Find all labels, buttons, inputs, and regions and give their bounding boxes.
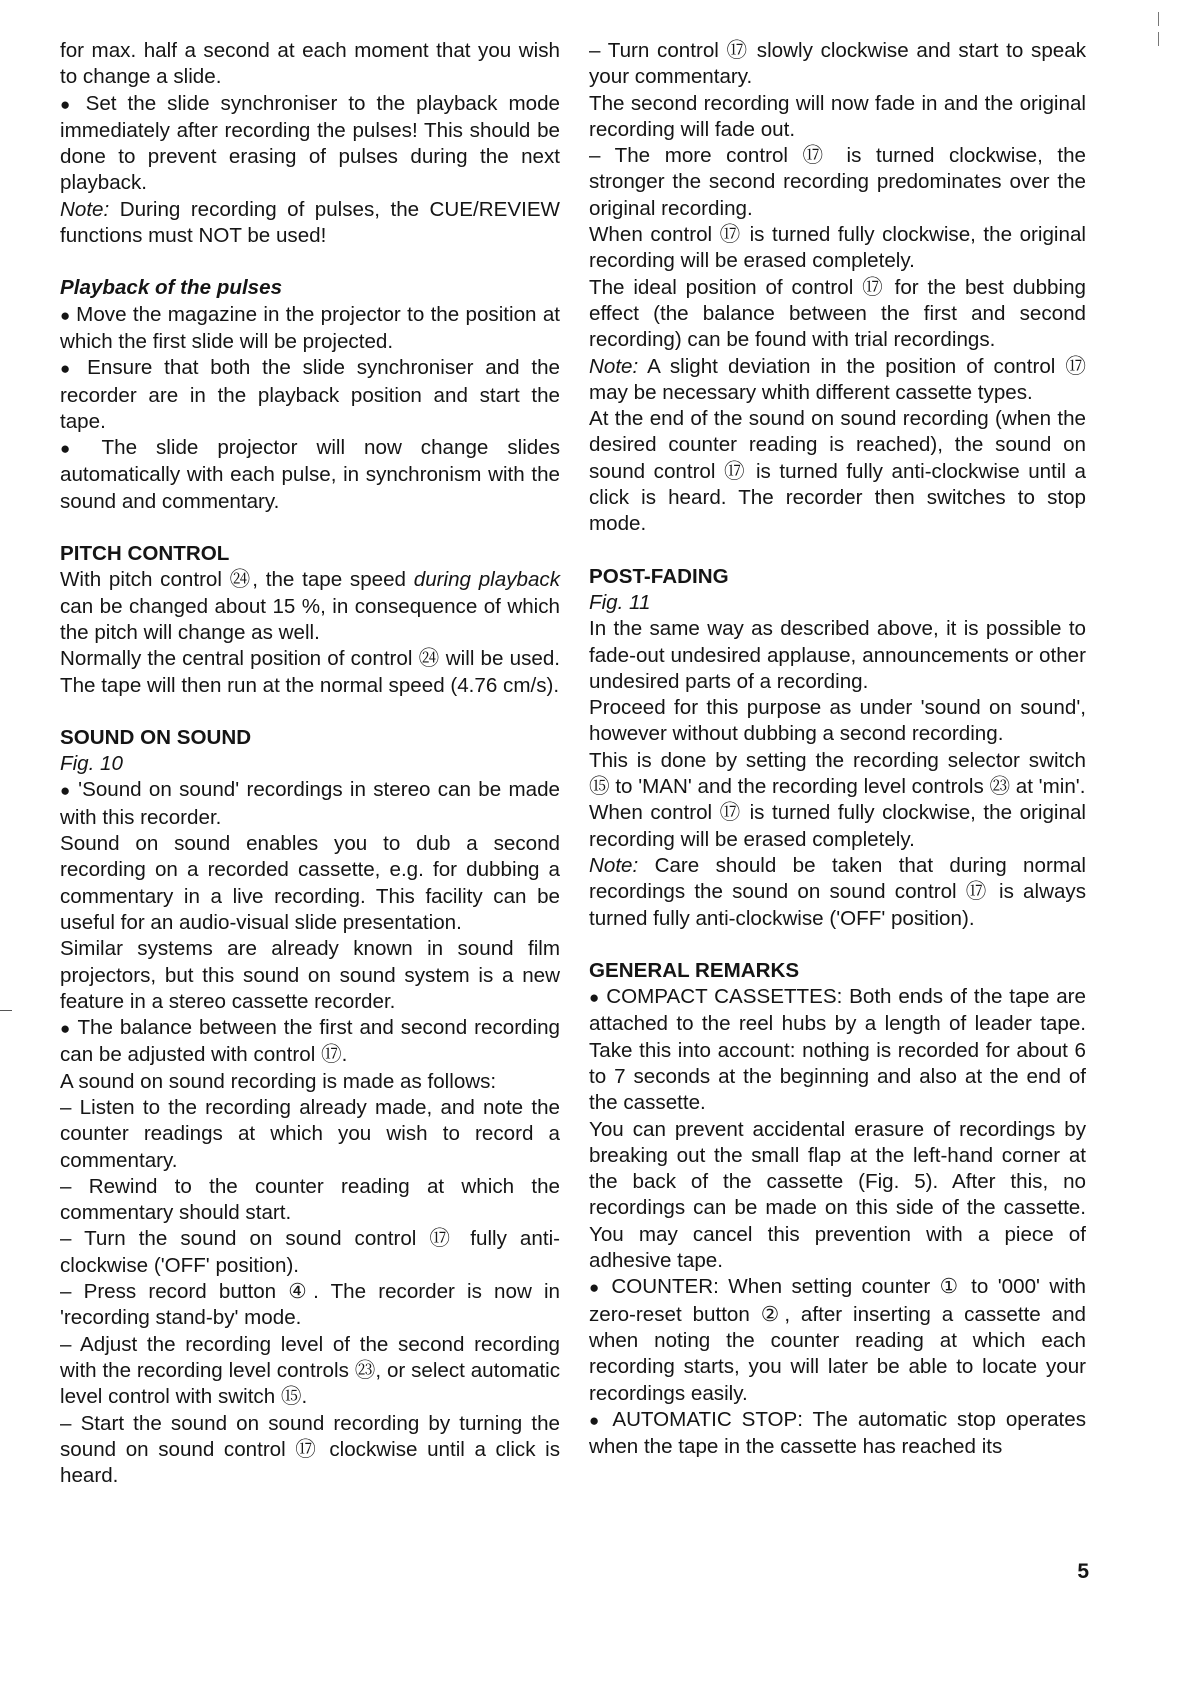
note-label: Note:: [589, 853, 639, 877]
note-text: Care should be taken that during normal recordings the sound on sound control ⑰ is always turned fully anti-clockwise ('OFF' position).: [589, 853, 1086, 930]
left-column: [60, 38, 560, 1489]
heading-playback-of-pulses: Playback of the pulses: [60, 276, 283, 300]
step-item: – Turn control ⑰ slowly clockwise and start to speak your commentary.: [589, 39, 1086, 89]
paragraph: Sound on sound enables you to dub a second recording on a recorded cassette, e.g. for dubbing a commentary in a live recording. This facility can be useful for an audio-visual slide presentation.: [60, 832, 560, 934]
figure-reference: Fig. 11: [589, 590, 651, 614]
text-run: can be changed about 15 %, in consequence of which the pitch will change as well.: [60, 594, 560, 644]
bullet-paragraph: ● 'Sound on sound' recordings in stereo can be made with this recorder.: [60, 777, 560, 831]
paragraph: Similar systems are already known in sound film projectors, but this sound on sound system is a new feature in a stereo cassette recorder.: [60, 937, 560, 1013]
margin-tick: [1158, 32, 1159, 46]
step-item: – Start the sound on sound recording by turning the sound on sound control ⑰ clockwise until a click is heard.: [60, 1411, 560, 1488]
figure-reference: Fig. 10: [60, 752, 123, 776]
paragraph: In the same way as described above, it is possible to fade-out undesired applause, announcements or other undesired parts of a recording.: [589, 617, 1086, 693]
heading-post-fading: POST-FADING: [589, 564, 729, 588]
note-text: During recording of pulses, the CUE/REVIEW functions must NOT be used!: [60, 197, 560, 248]
note-paragraph: [60, 197, 560, 250]
note-paragraph: [589, 853, 1086, 932]
bullet-paragraph: ● Set the slide synchroniser to the playback mode immediately after recording the pulses! This should be done to prevent erasing of pulses during the next playback.: [60, 91, 560, 197]
spacer: [60, 699, 560, 725]
paragraph: for max. half a second at each moment that you wish to change a slide.: [60, 39, 560, 89]
paragraph: [60, 567, 560, 646]
note-label: Note:: [60, 197, 110, 221]
bullet-paragraph: ● Ensure that both the slide synchroniser and the recorder are in the playback position and start the tape.: [60, 355, 560, 435]
spacer: [60, 249, 560, 275]
spacer: [589, 538, 1086, 564]
bullet-paragraph: ● Move the magazine in the projector to the position at which the first slide will be projected.: [60, 302, 560, 356]
paragraph: When control ⑰ is turned fully clockwise, the original recording will be erased completely.: [589, 801, 1086, 851]
bullet-paragraph: ● The slide projector will now change slides automatically with each pulse, in synchronism with the sound and commentary.: [60, 435, 560, 515]
step-item: – Listen to the recording already made, and note the counter readings at which you wish to record a commentary.: [60, 1095, 560, 1172]
bullet-paragraph: ● The balance between the first and second recording can be adjusted with control ⑰.: [60, 1015, 560, 1069]
spacer: [589, 932, 1086, 958]
paragraph: Normally the central position of control ㉔ will be used. The tape will then run at the normal speed (4.76 cm/s).: [60, 647, 560, 697]
paragraph: A sound on sound recording is made as follows:: [60, 1069, 497, 1093]
step-item: – The more control ⑰ is turned clockwise, the stronger the second recording predominates over the original recording.: [589, 144, 1086, 220]
step-item: – Turn the sound on sound control ⑰ fully anti-clockwise ('OFF' position).: [60, 1227, 560, 1277]
paragraph: The ideal position of control ⑰ for the best dubbing effect (the balance between the first and second recording) can be found with trial recordings.: [589, 275, 1086, 352]
bullet-paragraph: ● COUNTER: When setting counter ① to '000' with zero-reset button ②, after inserting a cassette and when noting the counter reading at which each recording starts, you will later be able to locate your recordings easily.: [589, 1274, 1086, 1406]
step-item: – Adjust the recording level of the second recording with the recording level controls ㉓, or select automatic level control with switch ⑮.: [60, 1332, 560, 1409]
bullet-paragraph: ● AUTOMATIC STOP: The automatic stop operates when the tape in the cassette has reached its: [589, 1407, 1086, 1461]
paragraph: The second recording will now fade in and the original recording will fade out.: [589, 91, 1086, 141]
page-number: 5: [1077, 1560, 1089, 1583]
note-paragraph: [589, 354, 1086, 407]
bullet-paragraph: ● COMPACT CASSETTES: Both ends of the tape are attached to the reel hubs by a length of leader tape. Take this into account: nothing is recorded for about 6 to 7 seconds at the beginning and also at the end of the cassette.: [589, 984, 1086, 1116]
margin-mark: [0, 1010, 12, 1011]
paragraph: This is done by setting the recording selector switch ⑮ to 'MAN' and the recording level controls ㉓ at 'min'.: [589, 748, 1086, 799]
note-label: Note:: [589, 354, 639, 378]
note-text: A slight deviation in the position of control ⑰ may be necessary whith different cassette types.: [589, 354, 1086, 404]
right-column: [589, 38, 1086, 1460]
heading-pitch-control: PITCH CONTROL: [60, 542, 230, 566]
step-item: – Rewind to the counter reading at which the commentary should start.: [60, 1174, 560, 1225]
text-run: With pitch control ㉔, the tape speed: [60, 568, 414, 592]
paragraph: When control ⑰ is turned fully clockwise, the original recording will be erased completely.: [589, 223, 1086, 273]
margin-tick: [1158, 12, 1159, 26]
heading-sound-on-sound: SOUND ON SOUND: [60, 725, 252, 749]
heading-general-remarks: GENERAL REMARKS: [589, 958, 800, 982]
paragraph: You can prevent accidental erasure of recordings by breaking out the small flap at the left-hand corner at the back of the cassette (Fig. 5). After this, no recordings can be made on this side of the cassette. You may cancel this prevention with a piece of adhesive tape.: [589, 1117, 1086, 1273]
italic-text: during playback: [413, 568, 561, 592]
paragraph: At the end of the sound on sound recording (when the desired counter reading is reached), the sound on sound control ⑰ is turned fully anti-clockwise until a click is heard. The recorder then switches to stop mode.: [589, 407, 1086, 536]
spacer: [60, 515, 560, 541]
step-item: – Press record button ④. The recorder is now in 'recording stand-by' mode.: [60, 1280, 560, 1330]
paragraph: Proceed for this purpose as under 'sound on sound', however without dubbing a second recording.: [589, 696, 1086, 746]
